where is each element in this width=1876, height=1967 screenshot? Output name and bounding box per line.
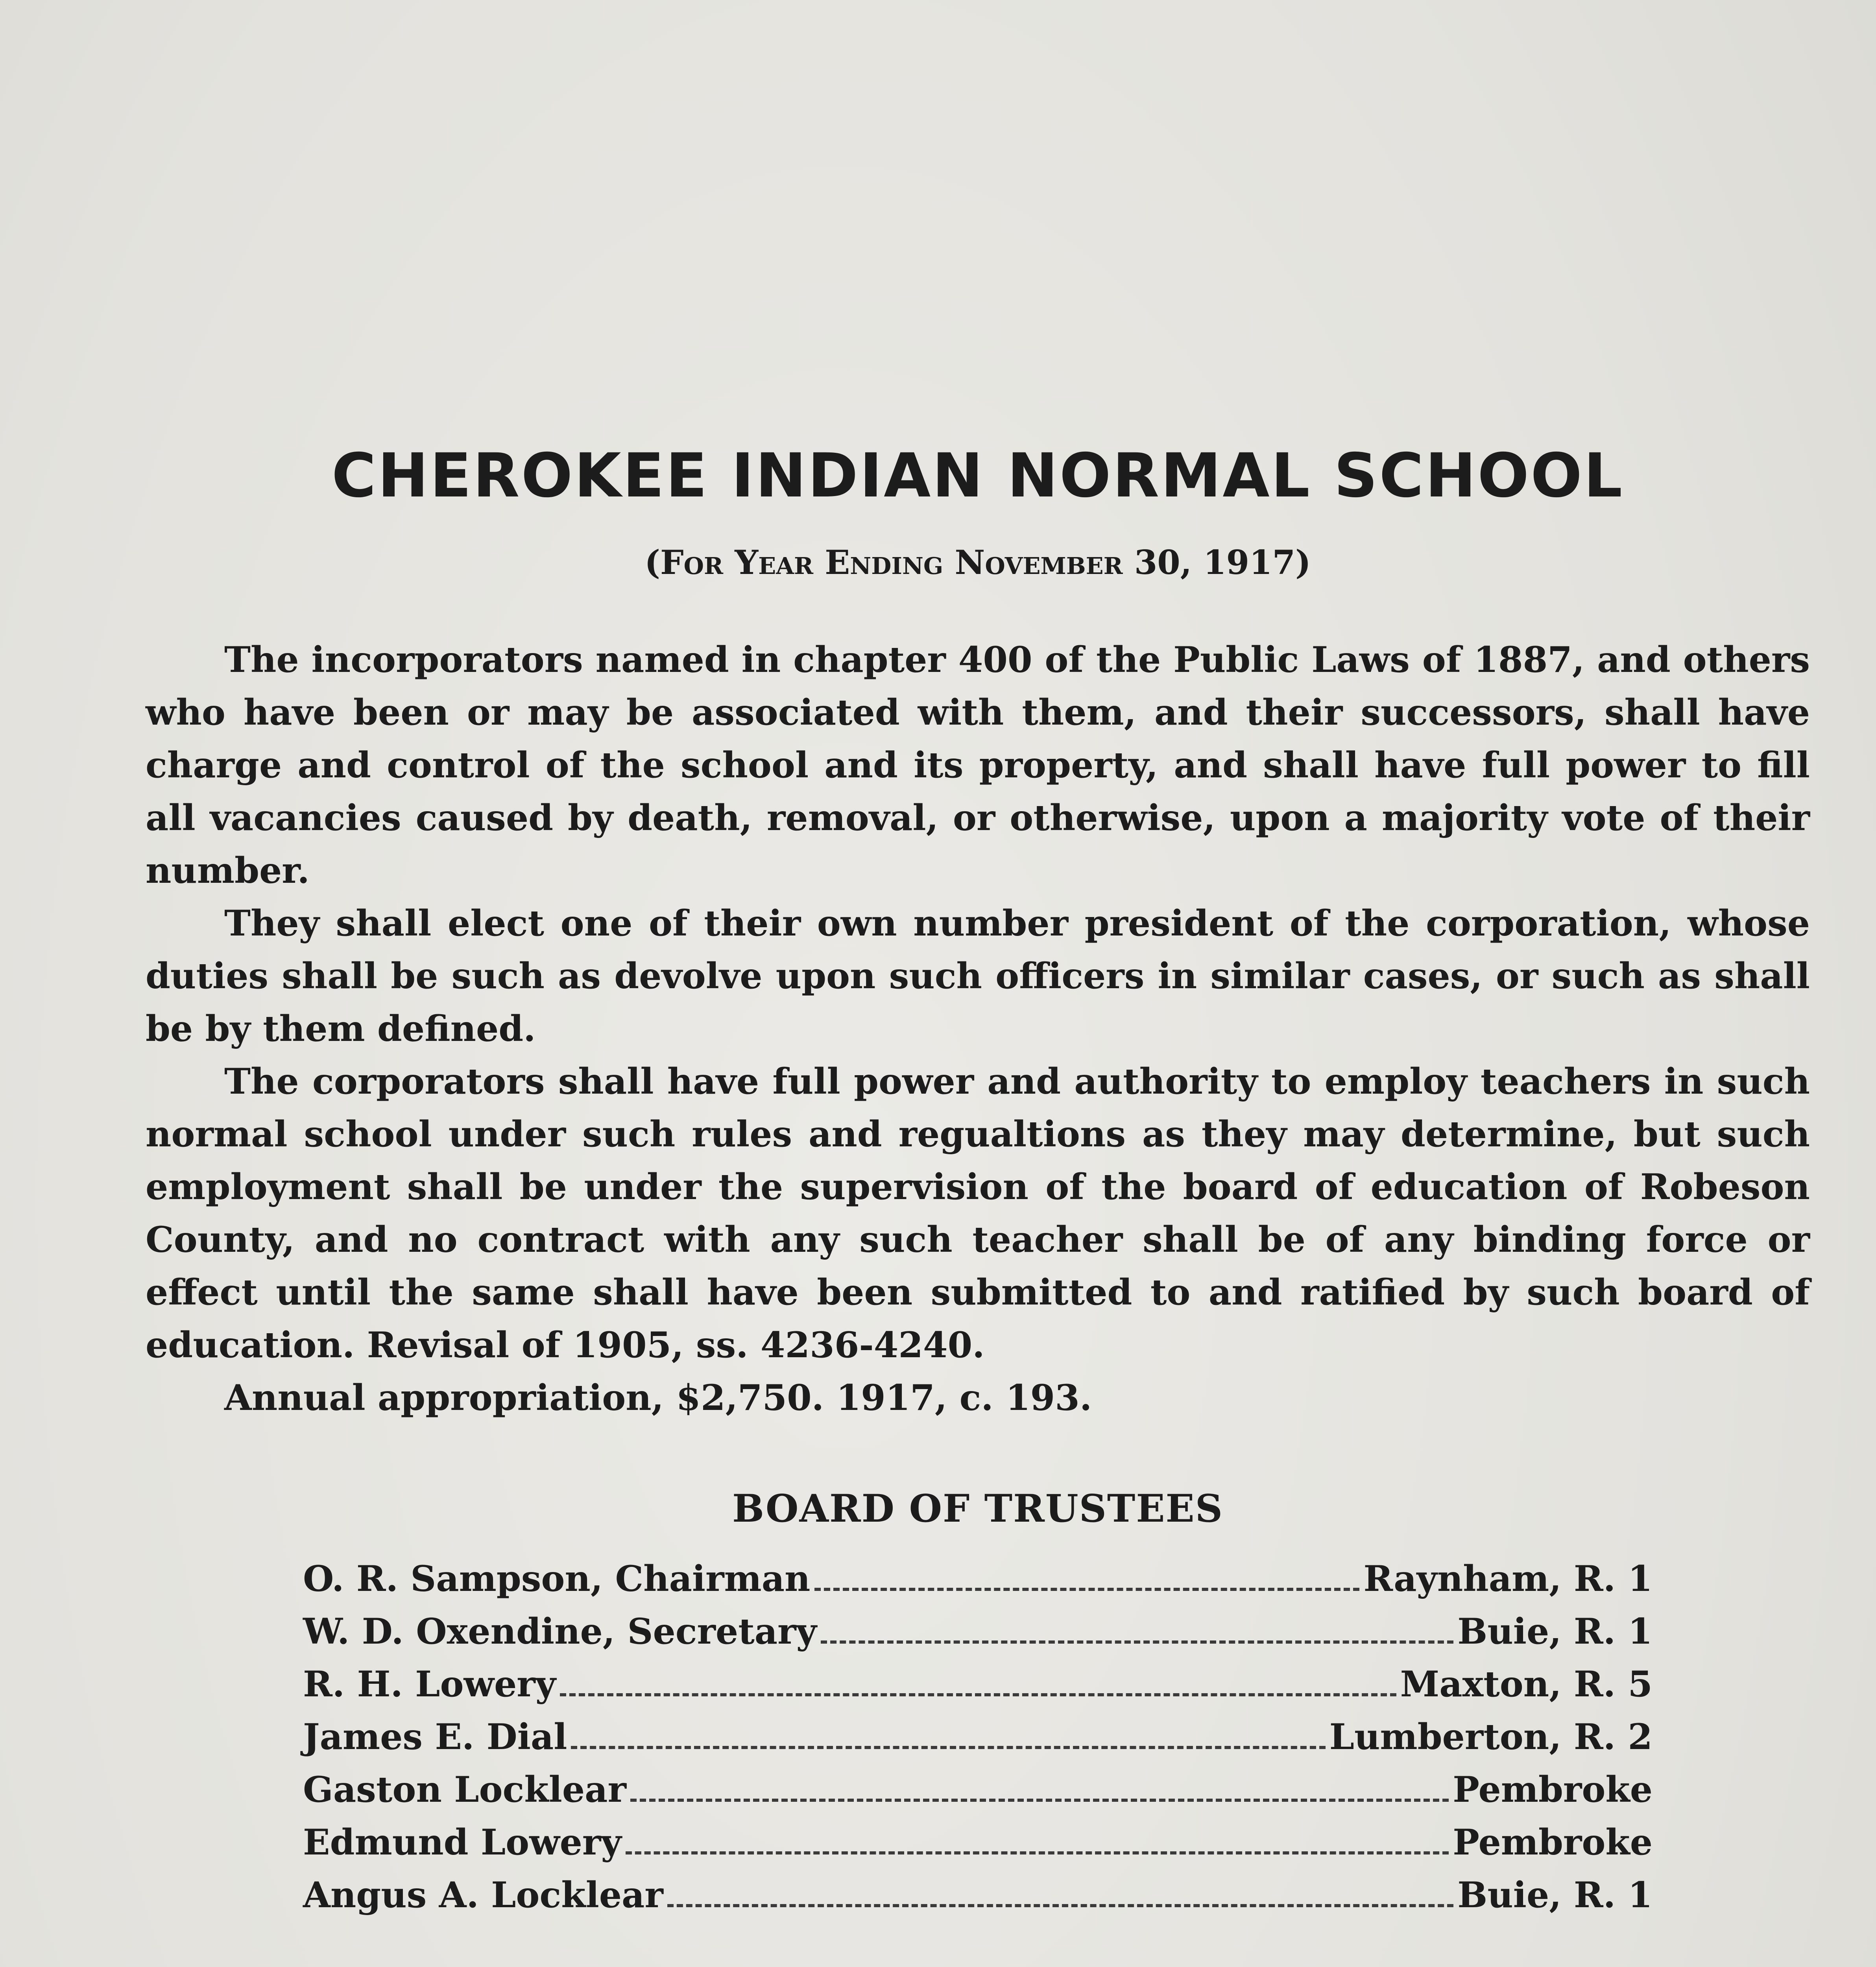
trustee-name: Edmund Lowery xyxy=(303,1821,622,1863)
list-item xyxy=(303,1874,1653,1927)
trustees-heading: BOARD OF TRUSTEES xyxy=(732,1486,1224,1531)
trustee-place: Raynham, R. 1 xyxy=(1363,1558,1653,1600)
paragraph: They shall elect one of their own number president of the corporation, whose duties shall be such as devolve upon such officers in similar cases, or such as shall be by them defined. xyxy=(146,902,1810,1050)
trustee-name: O. R. Sampson, Chairman xyxy=(303,1558,811,1600)
trustee-place: Lumberton, R. 2 xyxy=(1329,1716,1653,1758)
trustee-name: R. H. Lowery xyxy=(303,1663,556,1705)
page-title: CHEROKEE INDIAN NORMAL SCHOOL xyxy=(331,441,1624,511)
trustee-place: Maxton, R. 5 xyxy=(1400,1663,1653,1705)
dot-leader xyxy=(821,1640,1454,1644)
trustee-name: James E. Dial xyxy=(303,1716,567,1758)
paragraph: The corporators shall have full power and authority to employ teachers in such normal school under such rules and regualtions as they may determine, but such employment shall be under the supervision of the board of education of Robeson County, and no contract with any such teacher shall be of any binding force or effect until the same shall have been submitted to and ratified by such board of education. Revisal of 1905, ss. 4236-4240. xyxy=(146,1061,1810,1366)
list-item xyxy=(303,1611,1653,1663)
trustees-list xyxy=(303,1558,1653,1927)
list-item xyxy=(303,1663,1653,1716)
trustee-place: Buie, R. 1 xyxy=(1457,1874,1653,1916)
dot-leader xyxy=(667,1904,1454,1907)
body-text xyxy=(146,633,1810,1424)
trustee-place: Pembroke xyxy=(1453,1769,1653,1810)
document-content xyxy=(146,429,1810,1967)
trustee-name: W. D. Oxendine, Secretary xyxy=(303,1611,817,1652)
dot-leader xyxy=(626,1851,1449,1854)
paragraph: The incorporators named in chapter 400 of the Public Laws of 1887, and others who have been or may be associated with them, and their successors, shall have charge and control of the school and its property, and shall have full power to fill all vacancies caused by death, removal, or otherwise, upon a majority vote of their number. xyxy=(146,639,1810,891)
dot-leader xyxy=(814,1588,1360,1591)
trustee-place: Buie, R. 1 xyxy=(1457,1611,1653,1652)
trustee-place: Pembroke xyxy=(1453,1821,1653,1863)
trustee-name: Gaston Locklear xyxy=(303,1769,626,1810)
page-subtitle: (For Year Ending November 30, 1917) xyxy=(644,543,1311,582)
list-item xyxy=(303,1769,1653,1821)
trustee-name: Angus A. Locklear xyxy=(303,1874,663,1916)
paragraph: Annual appropriation, $2,750. 1917, c. 193. xyxy=(224,1377,1092,1419)
dot-leader xyxy=(630,1799,1449,1802)
list-item xyxy=(303,1716,1653,1769)
dot-leader xyxy=(571,1746,1325,1749)
dot-leader xyxy=(560,1693,1396,1696)
list-item xyxy=(303,1821,1653,1874)
list-item xyxy=(303,1558,1653,1611)
